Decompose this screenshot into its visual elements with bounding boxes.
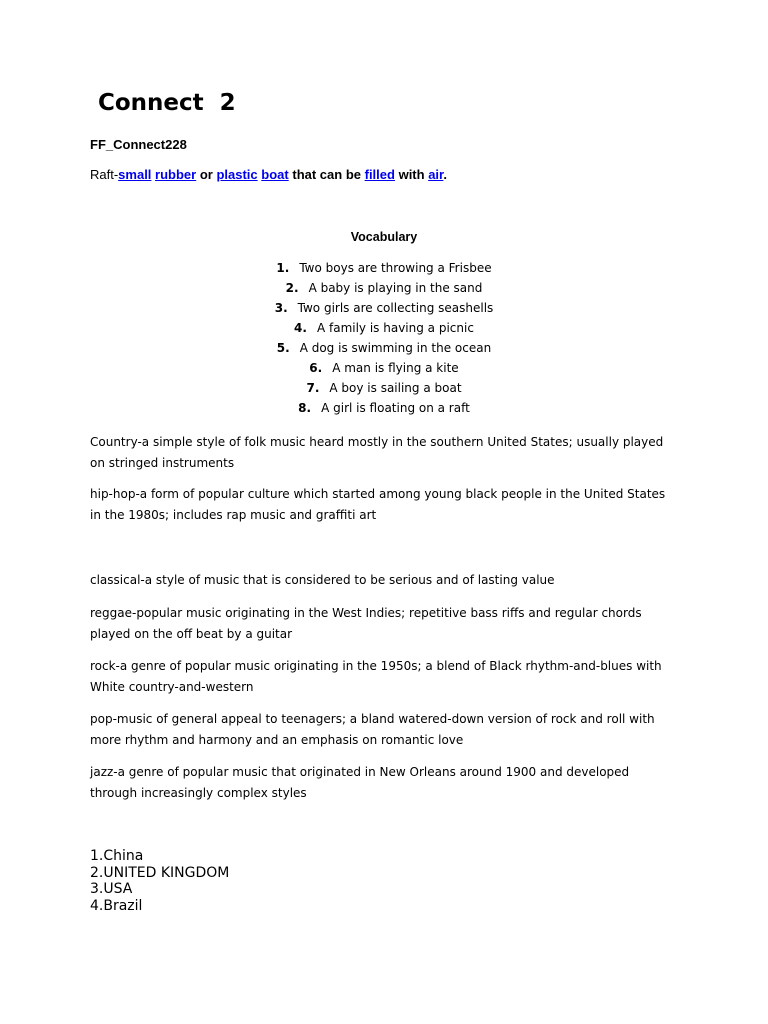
vocabulary-item (0, 360, 768, 380)
link-small[interactable]: small (118, 167, 152, 182)
link-boat[interactable]: boat (261, 167, 289, 182)
vocabulary-item-text: A man is flying a kite (332, 361, 459, 375)
definition-text-or: or (199, 167, 213, 182)
vocabulary-item-text: A dog is swimming in the ocean (299, 341, 492, 355)
genre-definition-reggae: reggae-popular music originating in the West Indies; repetitive bass riffs and regular chords played on the off beat by a guitar (90, 606, 642, 641)
country-list (90, 848, 229, 915)
page-title: Connect 2 (98, 90, 236, 116)
vocabulary-item (0, 340, 768, 360)
document-code: FF_Connect228 (90, 137, 187, 152)
country-item: 3.USA (90, 881, 133, 898)
genre-definition-classical: classical-a style of music that is considered to be serious and of lasting value (90, 573, 555, 587)
vocabulary-item-number: 2. (285, 281, 299, 295)
definition-text-that-can-be: that can be (292, 167, 361, 182)
genre-definition-country: Country-a simple style of folk music heard mostly in the southern United States; usually played on stringed instruments (90, 435, 664, 470)
link-rubber[interactable]: rubber (155, 167, 197, 182)
link-air[interactable]: air (428, 167, 444, 182)
vocabulary-item (0, 320, 768, 340)
vocabulary-item-text: A boy is sailing a boat (329, 381, 462, 395)
vocabulary-item (0, 280, 768, 300)
genre-definition-hip-hop: hip-hop-a form of popular culture which started among young black people in the United States in the 1980s; includes rap music and graffiti art (90, 487, 666, 522)
definition-term: Raft- (90, 167, 119, 182)
vocabulary-item-number: 6. (309, 361, 323, 375)
vocabulary-item-number: 5. (276, 341, 290, 355)
vocabulary-item-text: Two girls are collecting seashells (297, 301, 494, 315)
country-item: 1.China (90, 848, 144, 864)
vocabulary-heading: Vocabulary (350, 230, 418, 244)
vocabulary-item-number: 4. (294, 321, 307, 335)
vocabulary-item (0, 380, 768, 400)
vocabulary-item-number: 7. (306, 381, 320, 395)
vocabulary-list (0, 260, 768, 420)
vocabulary-item-text: A family is having a picnic (316, 321, 474, 335)
vocabulary-item-number: 8. (298, 401, 312, 415)
vocabulary-item (0, 400, 768, 420)
vocabulary-item-number: 3. (274, 301, 288, 315)
genre-definition-pop: pop-music of general appeal to teenagers; a bland watered-down version of rock and roll with more rhythm and harmony and an emphasis on romantic love (90, 712, 655, 747)
genre-definition-jazz: jazz-a genre of popular music that originated in New Orleans around 1900 and developed through increasingly complex styles (90, 765, 630, 800)
vocabulary-item-text: A baby is playing in the sand (308, 281, 483, 295)
vocabulary-item (0, 300, 768, 320)
link-filled[interactable]: filled (364, 167, 395, 182)
definition-period: . (443, 167, 448, 182)
genre-definition-rock: rock-a genre of popular music originating in the 1950s; a blend of Black rhythm-and-blues with White country-and-western (90, 659, 662, 694)
raft-definition (90, 167, 447, 182)
vocabulary-item-text: A girl is floating on a raft (321, 401, 470, 415)
definition-text-with: with (398, 167, 425, 182)
link-plastic[interactable]: plastic (216, 167, 258, 182)
vocabulary-item (0, 260, 768, 280)
country-item: 4.Brazil (90, 898, 143, 915)
vocabulary-item-text: Two boys are throwing a Frisbee (299, 261, 492, 275)
country-item: 2.UNITED KINGDOM (90, 864, 230, 881)
vocabulary-item-number: 1. (276, 261, 290, 275)
